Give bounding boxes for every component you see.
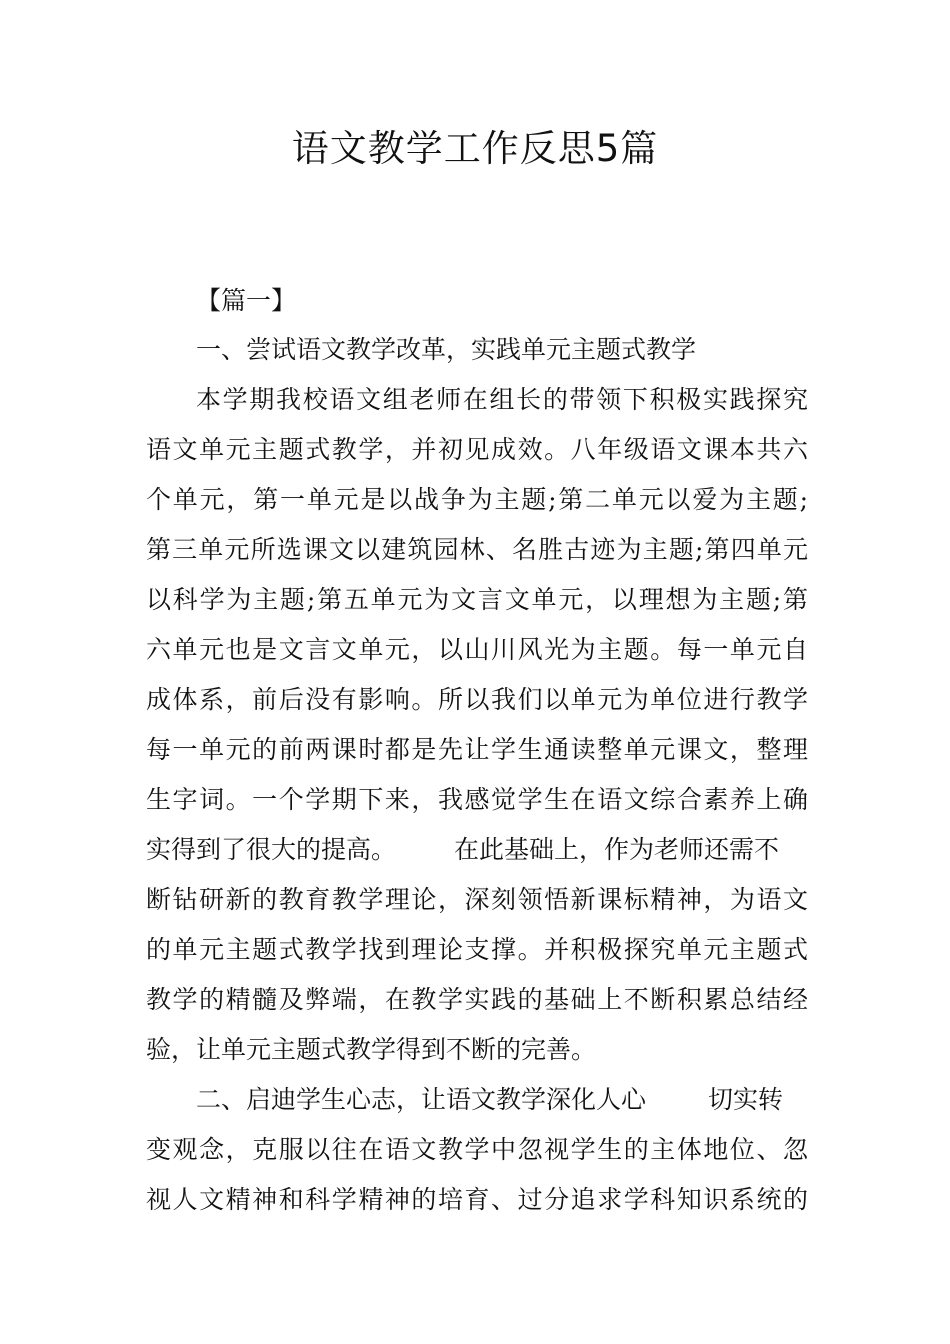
paragraph-line-part: 在此基础上，作为老师还需不 <box>454 835 780 864</box>
paragraph-line: 生字词。一个学期下来，我感觉学生在语文综合素养上确 <box>146 785 808 814</box>
paragraph-line: 验，让单元主题式教学得到不断的完善。 <box>146 1035 597 1064</box>
paragraph-line: 语文单元主题式教学，并初见成效。八年级语文课本共六 <box>146 435 808 464</box>
paragraph-line: 教学的精髓及弊端，在教学实践的基础上不断积累总结经 <box>146 985 808 1014</box>
paragraph-line: 断钻研新的教育教学理论，深刻领悟新课标精神，为语文 <box>146 885 808 914</box>
paragraph-line-split <box>146 833 808 867</box>
heading-2 <box>196 1083 808 1117</box>
paragraph-line: 个单元，第一单元是以战争为主题;第二单元以爱为主题; <box>146 485 808 514</box>
paragraph-line-part: 切实转 <box>708 1085 784 1114</box>
paragraph-line: 第三单元所选课文以建筑园林、名胜古迹为主题;第四单元 <box>146 535 808 564</box>
paragraph-line: 变观念，克服以往在语文教学中忽视学生的主体地位、忽 <box>146 1135 808 1164</box>
document-title: 语文教学工作反思5篇 <box>291 127 659 170</box>
paragraph-line-part: 实得到了很大的提高。 <box>146 835 397 864</box>
paragraph-line: 视人文精神和科学精神的培育、过分追求学科知识系统的 <box>146 1185 808 1214</box>
paragraph-line: 六单元也是文言文单元，以山川风光为主题。每一单元自 <box>146 635 808 664</box>
paragraph-line: 每一单元的前两课时都是先让学生通读整单元课文，整理 <box>146 735 808 764</box>
paragraph-line: 本学期我校语文组老师在组长的带领下积极实践探究 <box>196 385 808 414</box>
heading-1: 一、尝试语文教学改革，实践单元主题式教学 <box>196 335 697 364</box>
paragraph-line: 以科学为主题;第五单元为文言文单元，以理想为主题;第 <box>146 585 808 614</box>
paragraph-line: 的单元主题式教学找到理论支撑。并积极探究单元主题式 <box>146 935 808 964</box>
section-label: 【篇一】 <box>196 286 297 315</box>
paragraph-line: 成体系，前后没有影响。所以我们以单元为单位进行教学 <box>146 685 808 714</box>
heading-2-text: 二、启迪学生心志，让语文教学深化人心 <box>196 1085 647 1114</box>
